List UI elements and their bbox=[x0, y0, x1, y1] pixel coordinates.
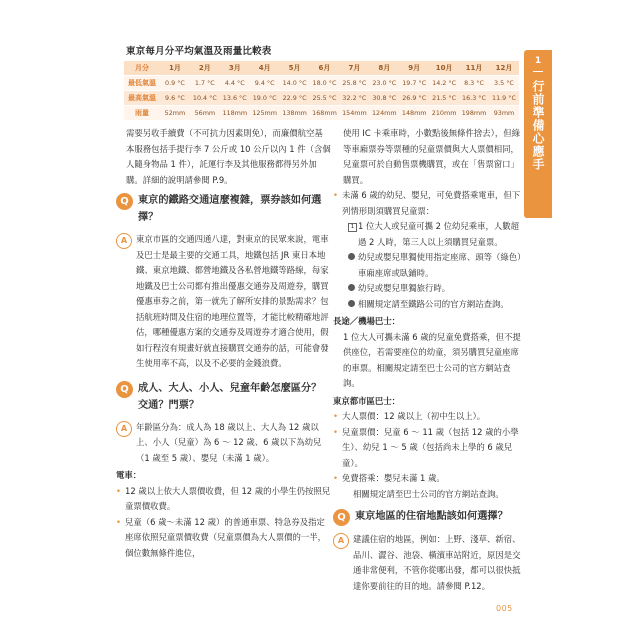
row-label: 雨量 bbox=[124, 106, 160, 121]
low-temp-cell: 23.0 °C bbox=[369, 76, 399, 91]
rainfall-cell: 154mm bbox=[339, 106, 369, 121]
high-temp-cell: 21.5 °C bbox=[429, 91, 459, 106]
question-text: 東京的鐵路交通這麼複雜，票券該如何選擇？ bbox=[138, 195, 322, 223]
question-age-groups bbox=[116, 380, 331, 414]
page-number: 005 bbox=[496, 604, 513, 613]
month-header: 1月 bbox=[160, 61, 190, 76]
low-temp-cell: 3.5 °C bbox=[489, 76, 519, 91]
row-label: 最低氣溫 bbox=[124, 76, 160, 91]
rainfall-cell: 118mm bbox=[220, 106, 250, 121]
answer-accommodation bbox=[333, 532, 523, 594]
rainfall-row bbox=[124, 106, 519, 121]
answer-text: 年齡區分為：成人為 18 歲以上、大人為 12 歲以上、小人（兒童）為 6 ～ 12 歲、6 歲以下為幼兒（1 歲至 5 歲）、嬰兒（未滿 1 歲）。 bbox=[136, 421, 322, 463]
list-item: • 兒童（6 歲～未滿 12 歲）的普通車票、特急券及指定座席依照兒童票價收費（兒童票價為大人票價的一半，個位數無條件進位， bbox=[116, 515, 331, 562]
infant-sub-list bbox=[348, 219, 523, 312]
low-temp-cell: 14.0 °C bbox=[280, 76, 310, 91]
list-item: • 兒童票價：兒童 6 ～ 11 歲（包括 12 歲的小學生）、幼兒 1 ～ 5 歲（包括尚未上學的 6 歲兒童）。 bbox=[333, 425, 523, 472]
question-q-icon: Q bbox=[333, 509, 350, 526]
month-header: 4月 bbox=[250, 61, 280, 76]
table-title: 東京每月分平均氣溫及雨量比較表 bbox=[126, 46, 272, 57]
rainfall-cell: 138mm bbox=[280, 106, 310, 121]
sub-list-item bbox=[348, 297, 523, 313]
month-header: 8月 bbox=[369, 61, 399, 76]
question-q-icon: Q bbox=[116, 193, 133, 210]
bullet-circle-icon bbox=[348, 253, 355, 260]
high-temp-cell: 32.2 °C bbox=[339, 91, 369, 106]
table-header-row bbox=[124, 61, 519, 76]
question-text: 東京地區的住宿地點該如何選擇？ bbox=[355, 511, 508, 522]
question-text: 成人、大人、小人、兒童年齡怎麼區分？交通？門票？ bbox=[138, 382, 322, 411]
rainfall-cell: 93mm bbox=[489, 106, 519, 121]
answer-age-groups bbox=[116, 420, 331, 467]
month-header: 9月 bbox=[399, 61, 429, 76]
city-bus-list bbox=[333, 409, 523, 487]
sub-item-text: 幼兒或嬰兒單獨使用指定座席、頭等（綠色）車廂座席或臥鋪時。 bbox=[358, 252, 522, 278]
month-header: 7月 bbox=[339, 61, 369, 76]
month-header: 10月 bbox=[429, 61, 459, 76]
month-header: 3月 bbox=[220, 61, 250, 76]
high-temp-cell: 30.8 °C bbox=[369, 91, 399, 106]
high-temp-cell: 10.4 °C bbox=[190, 91, 220, 106]
right-intro-paragraph: 使用 IC 卡乘車時，小數點後無條件捨去），但綠等車廂票券等票種的兒童票價與大人票價相同，兒童票可於自動售票機購買，或在「售票窗口」購買。 bbox=[343, 128, 520, 185]
list-item: • 大人票價：12 歲以上（初中生以上）。 bbox=[333, 409, 523, 425]
left-intro-paragraph: 需要另收手續費（不可抗力因素則免），而廉價航空基本服務包括手提行李 7 公斤或 10 公斤以內 1 件（含個人隨身物品 1 件），託運行李及其他服務都得另外加購。詳細的說明請參閱 P.9。 bbox=[126, 128, 331, 185]
rainfall-cell: 124mm bbox=[369, 106, 399, 121]
table-header-label: 月分 bbox=[124, 61, 160, 76]
high-temp-cell: 25.5 °C bbox=[310, 91, 340, 106]
low-temp-cell: 25.8 °C bbox=[339, 76, 369, 91]
sub-list-item bbox=[348, 219, 523, 250]
rainfall-cell: 148mm bbox=[399, 106, 429, 121]
low-temp-cell: 1.7 °C bbox=[190, 76, 220, 91]
answer-a-icon: A bbox=[116, 233, 132, 249]
chapter-number: 1 bbox=[534, 56, 542, 66]
high-temp-cell: 16.3 °C bbox=[459, 91, 489, 106]
high-temp-row bbox=[124, 91, 519, 106]
answer-text: 建議住宿的地區，例如：上野、淺草、新宿、品川、澀谷、池袋、橫濱車站附近，原因是交通非常便利，不管你從哪出發，都可以很快抵達你要前往的目的地。請參閱 P.12。 bbox=[353, 534, 521, 591]
month-header: 6月 bbox=[310, 61, 340, 76]
question-railway-tickets bbox=[116, 192, 331, 226]
low-temp-cell: 19.7 °C bbox=[399, 76, 429, 91]
chapter-label: 行前準備心應手 bbox=[531, 80, 545, 171]
infant-rule-text: 未滿 6 歲的幼兒、嬰兒，可免費搭乘電車，但下列情形則須購買兒童票： bbox=[342, 190, 521, 216]
answer-railway-tickets bbox=[116, 232, 331, 372]
low-temp-row bbox=[124, 76, 519, 91]
answer-a-icon: A bbox=[116, 421, 132, 437]
high-temp-cell: 26.9 °C bbox=[399, 91, 429, 106]
low-temp-cell: 0.9 °C bbox=[160, 76, 190, 91]
rainfall-cell: 168mm bbox=[310, 106, 340, 121]
month-header: 2月 bbox=[190, 61, 220, 76]
right-column bbox=[333, 126, 523, 594]
chapter-side-tab bbox=[524, 50, 552, 218]
infant-rules-list bbox=[333, 188, 523, 312]
list-item: • 12 歲以上依大人票價收費，但 12 歲的小學生仍按照兒童票價收費。 bbox=[116, 484, 331, 515]
rainfall-cell: 210mm bbox=[429, 106, 459, 121]
month-header: 11月 bbox=[459, 61, 489, 76]
tram-rules-list bbox=[116, 484, 331, 562]
sub-list-item bbox=[348, 281, 523, 297]
rainfall-cell: 52mm bbox=[160, 106, 190, 121]
high-temp-cell: 9.6 °C bbox=[160, 91, 190, 106]
row-label: 最高氣溫 bbox=[124, 91, 160, 106]
sub-item-text: 幼兒或嬰兒單獨旅行時。 bbox=[358, 283, 451, 293]
month-header: 5月 bbox=[280, 61, 310, 76]
high-temp-cell: 19.0 °C bbox=[250, 91, 280, 106]
low-temp-cell: 8.3 °C bbox=[459, 76, 489, 91]
answer-a-icon: A bbox=[333, 533, 349, 549]
answer-text: 東京市區的交通四通八達，對東京的民眾來說，電車及巴士是最主要的交通工具，地鐵包括 JR 東日本地鐵、東京地鐵、都營地鐵及各私營地鐵等路線，每家地鐵及巴士公司都有推出優惠交通券及周遊券，購買優惠車券之前，第一就先了解所安排的景點需求？包括航班時間及住宿的地理位置等，才能比較精確地評估，哪種優惠方案的交通券及周遊券才適合使用，假如行程沒有規畫好就直接購買交通券的話，可能會發生使用率不高，以及不必要的金錢浪費。 bbox=[136, 234, 329, 368]
sub-item-text: 相關規定請至鐵路公司的官方網站查詢。 bbox=[358, 298, 509, 309]
high-temp-cell: 11.9 °C bbox=[489, 91, 519, 106]
high-temp-cell: 22.9 °C bbox=[280, 91, 310, 106]
chapter-divider bbox=[533, 71, 543, 72]
list-item bbox=[333, 188, 523, 312]
climate-table bbox=[124, 61, 519, 120]
sub-list-item bbox=[348, 250, 523, 281]
low-temp-cell: 9.4 °C bbox=[250, 76, 280, 91]
month-header: 12月 bbox=[489, 61, 519, 76]
high-temp-cell: 13.6 °C bbox=[220, 91, 250, 106]
limousine-bus-text: 1 位大人可攜未滿 6 歲的兒童免費搭乘，但不提供座位，若需要座位的幼童，須另購買兒童座席的車票。相關規定請至巴士公司的官方網站查詢。 bbox=[343, 331, 521, 388]
bullet-circle-icon bbox=[348, 284, 355, 291]
rainfall-cell: 198mm bbox=[459, 106, 489, 121]
low-temp-cell: 18.0 °C bbox=[310, 76, 340, 91]
tram-heading: 電車： bbox=[116, 470, 142, 480]
city-bus-heading: 東京都市區巴士： bbox=[333, 395, 400, 406]
rainfall-cell: 56mm bbox=[190, 106, 220, 121]
left-column bbox=[116, 126, 331, 561]
limousine-bus-heading: 長途／機場巴士： bbox=[333, 316, 400, 326]
city-bus-note: 相關規定請至巴士公司的官方網站查詢。 bbox=[353, 488, 504, 499]
sub-item-text: 1 位大人或兒童可攜 2 位幼兒乘車，人數超過 2 人時，第三人以上須購買兒童票。 bbox=[358, 221, 520, 247]
low-temp-cell: 14.2 °C bbox=[429, 76, 459, 91]
list-item: • 免費搭乘：嬰兒未滿 1 歲。 bbox=[333, 471, 523, 487]
question-accommodation bbox=[333, 508, 523, 526]
low-temp-cell: 4.4 °C bbox=[220, 76, 250, 91]
question-q-icon: Q bbox=[116, 381, 133, 398]
rainfall-cell: 125mm bbox=[250, 106, 280, 121]
bullet-circle-icon bbox=[348, 300, 355, 307]
number-1-icon: 1 bbox=[348, 223, 357, 232]
